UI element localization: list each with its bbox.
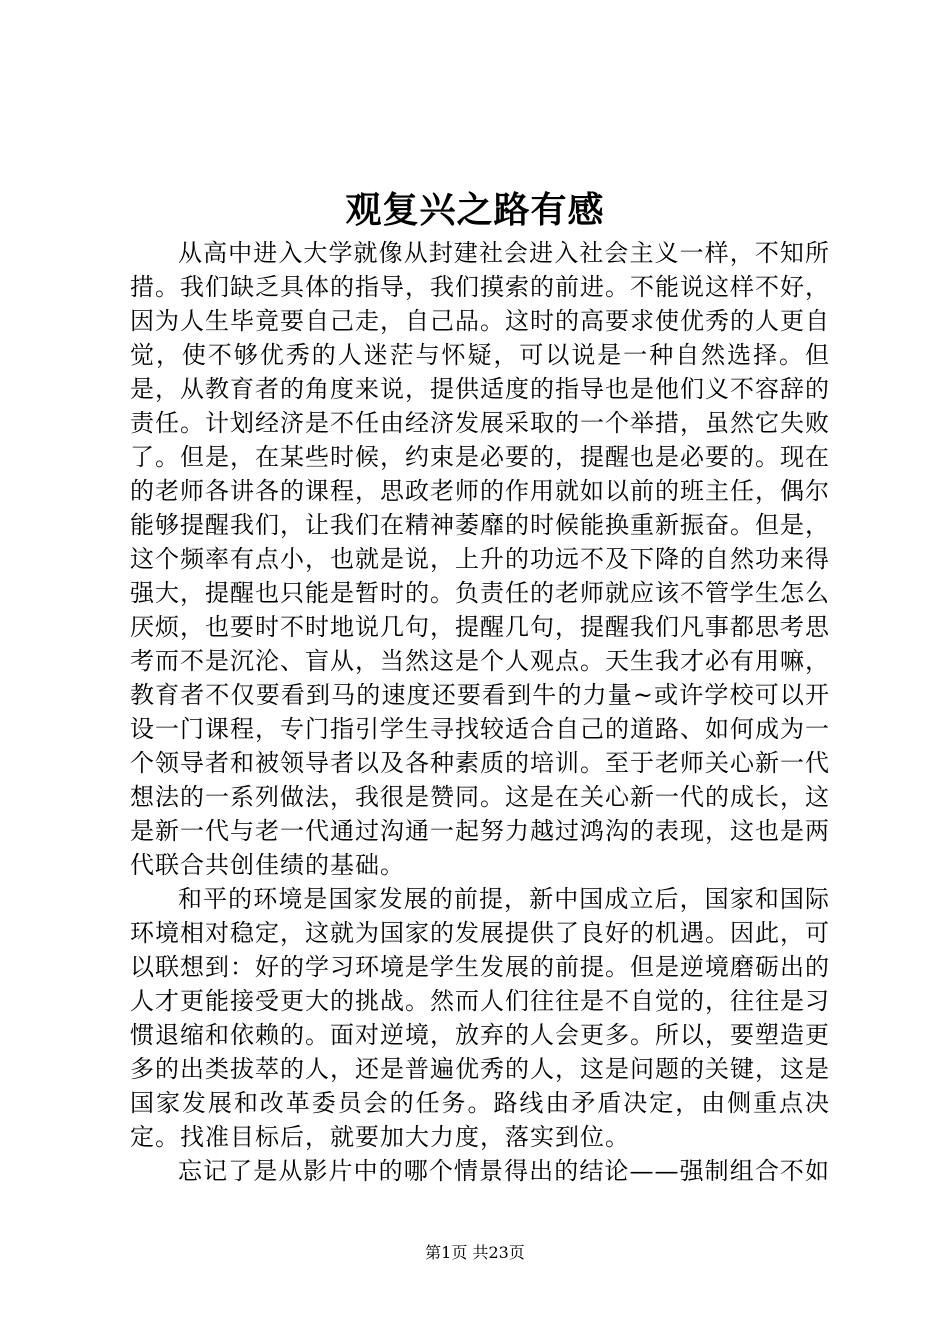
page-number-footer: 第1页 共23页 — [425, 1243, 525, 1262]
document-body — [130, 236, 830, 1188]
paragraph-2: 和平的环境是国家发展的前提，新中国成立后，国家和国际环境相对稳定，这就为国家的发展提供了良好的机遇。因此，可以联想到：好的学习环境是学生发展的前提。但是逆境磨砺出的人才更能接受更大的挑战。然而人们往往是不自觉的，往往是习惯退缩和依赖的。面对逆境，放弃的人会更多。所以，要塑造更多的出类拔萃的人，还是普遍优秀的人，这是问题的关键，这是国家发展和改革委员会的任务。路线由矛盾决定，由侧重点决定。找准目标后，就要加大力度，落实到位。 — [130, 885, 830, 1151]
paragraph-1: 从高中进入大学就像从封建社会进入社会主义一样，不知所措。我们缺乏具体的指导，我们摸索的前进。不能说这样不好，因为人生毕竟要自己走，自己品。这时的高要求使优秀的人更自觉，使不够优秀的人迷茫与怀疑，可以说是一种自然选择。但是，从教育者的角度来说，提供适度的指导也是他们义不容辞的责任。计划经济是不任由经济发展采取的一个举措，虽然它失败了。但是，在某些时候，约束是必要的，提醒也是必要的。现在的老师各讲各的课程，思政老师的作用就如以前的班主任，偶尔能够提醒我们，让我们在精神萎靡的时候能换重新振奋。但是，这个频率有点小，也就是说，上升的功远不及下降的自然功来得强大，提醒也只能是暂时的。负责任的老师就应该不管学生怎么厌烦，也要时不时地说几句，提醒几句，提醒我们凡事都思考思考而不是沉沦、盲从，当然这是个人观点。天生我才必有用嘛，教育者不仅要看到马的速度还要看到牛的力量~或许学校可以开设一门课程，专门指引学生寻找较适合自己的道路、如何成为一个领导者和被领导者以及各种素质的培训。至于老师关心新一代想法的一系列做法，我很是赞同。这是在关心新一代的成长，这是新一代与老一代通过沟通一起努力越过鸿沟的表现，这也是两代联合共创佳绩的基础。 — [130, 239, 830, 879]
document-title: 观复兴之路有感 — [345, 189, 605, 231]
paragraph-3: 忘记了是从影片中的哪个情景得出的结论——强制组合不如 — [178, 1157, 830, 1185]
